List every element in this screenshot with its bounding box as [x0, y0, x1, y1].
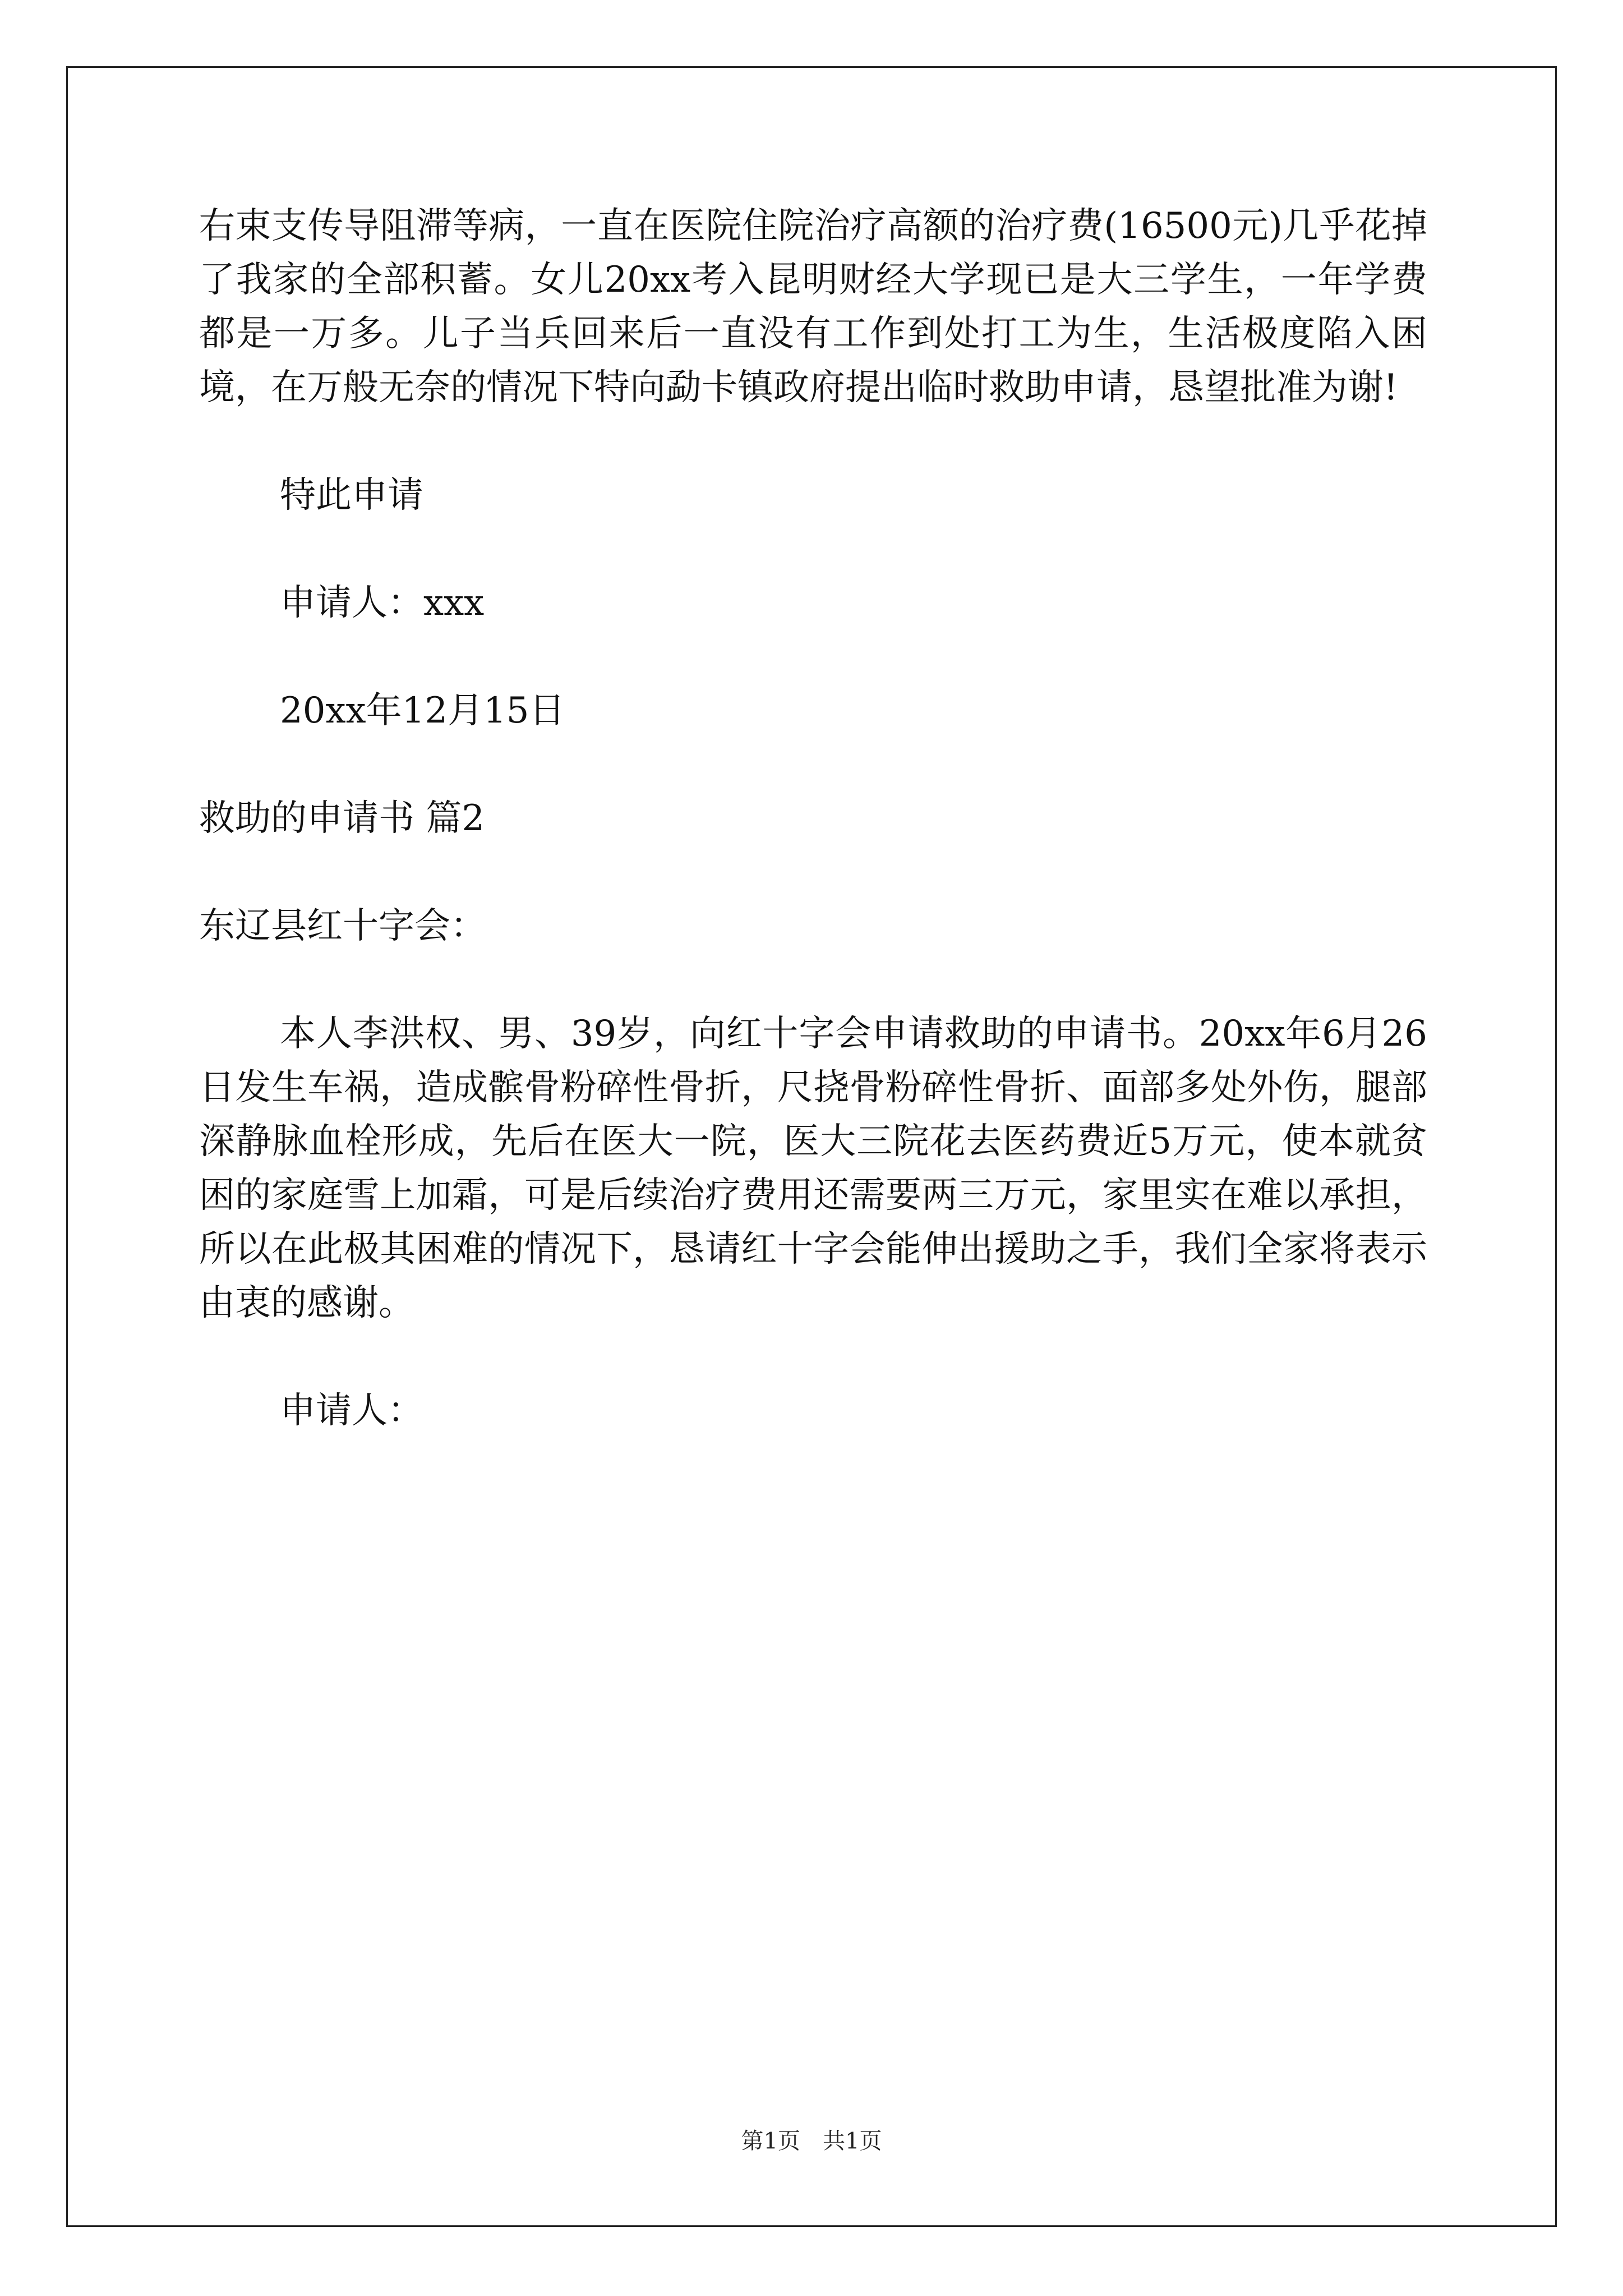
document-body	[199, 199, 1427, 1492]
paragraph-applicant: 申请人：xxx	[280, 582, 485, 624]
paragraph-continuation: 右束支传导阻滞等病，一直在医院住院治疗高额的治疗费(16500元)几乎花掉了我家的全部积蓄。女儿20xx考入昆明财经大学现已是大三学生，一年学费都是一万多。儿子当兵回来后一直没有工作到处打工为生，生活极度陷入困境，在万般无奈的情况下特向勐卡镇政府提出临时救助申请，恳望批准为谢!	[199, 205, 1427, 408]
paragraph-closing-phrase: 特此申请	[280, 475, 423, 516]
section-heading: 救助的申请书 篇2	[199, 798, 485, 839]
page-footer	[0, 2128, 1623, 2155]
paragraph-date: 20xx年12月15日	[280, 690, 565, 731]
paragraph-body: 本人李洪权、男、39岁，向红十字会申请救助的申请书。20xx年6月26日发生车祸，造成髌骨粉碎性骨折，尺挠骨粉碎性骨折、面部多处外伤，腿部深静脉血栓形成，先后在医大一院，医大三院花去医药费近5万元，使本就贫困的家庭雪上加霜，可是后续治疗费用还需要两三万元，家里实在难以承担，所以在此极其困难的情况下，恳请红十字会能伸出援助之手，我们全家将表示由衷的感谢。	[199, 1013, 1427, 1324]
paragraph-applicant-signature: 申请人：	[280, 1390, 423, 1432]
paragraph-salutation: 东辽县红十字会：	[199, 905, 486, 947]
page-number: 第1页	[741, 2128, 800, 2154]
page-total: 共1页	[823, 2128, 882, 2154]
